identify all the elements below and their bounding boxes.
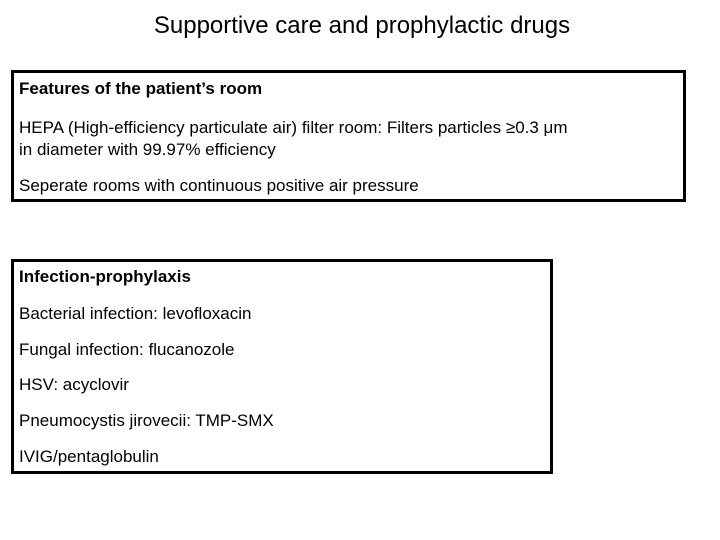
prophylaxis-item-bacterial: Bacterial infection: levofloxacin	[19, 304, 252, 323]
prophylaxis-heading: Infection-prophylaxis	[19, 267, 191, 286]
prophylaxis-item-hsv: HSV: acyclovir	[19, 375, 129, 394]
infection-prophylaxis-box	[11, 259, 553, 474]
air-pressure-text: Seperate rooms with continuous positive air pressure	[19, 176, 419, 195]
hepa-filter-text-line-2: in diameter with 99.97% efficiency	[19, 140, 276, 159]
patient-room-box	[11, 70, 686, 202]
hepa-filter-text-line-1: HEPA (High-efficiency particulate air) filter room: Filters particles ≥0.3 μm	[19, 118, 568, 137]
room-features-heading: Features of the patient’s room	[19, 79, 263, 98]
prophylaxis-item-fungal: Fungal infection: flucanozole	[19, 340, 235, 359]
prophylaxis-item-pneumocystis: Pneumocystis jirovecii: TMP-SMX	[19, 411, 274, 430]
slide-title: Supportive care and prophylactic drugs	[153, 12, 571, 39]
prophylaxis-item-ivig: IVIG/pentaglobulin	[19, 447, 159, 466]
